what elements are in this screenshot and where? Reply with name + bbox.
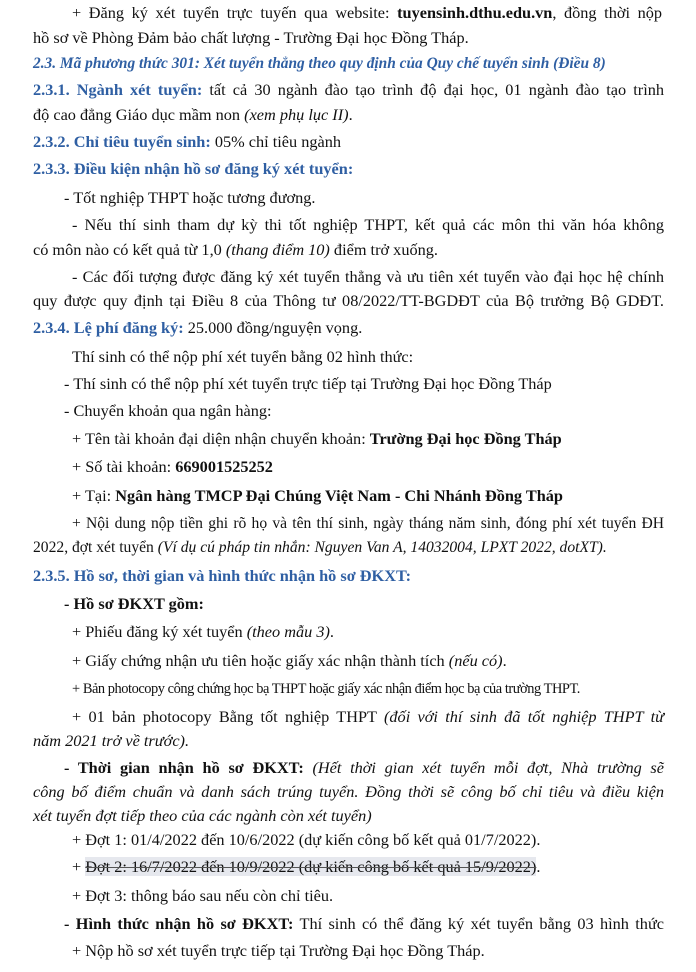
text: - Nếu thí sinh tham dự kỳ thi tốt nghiệp THPT, kết quả các môn thi văn hóa không xyxy=(72,215,664,234)
text: - Hồ sơ ĐKXT gồm: xyxy=(64,594,204,613)
subheading: 2.3.2. Chỉ tiêu tuyển sinh: xyxy=(33,132,211,151)
list-item xyxy=(72,651,696,671)
text: có môn nào có kết quả từ 1,0 xyxy=(33,240,226,259)
sub-heading xyxy=(64,594,696,614)
text: (xem phụ lục II) xyxy=(244,105,349,124)
text: + Đợt 1: 01/4/2022 đến 10/6/2022 (dự kiến công bố kết quả 01/7/2022). xyxy=(72,830,541,849)
text: (đối với thí sinh đã tốt nghiệp THPT từ xyxy=(384,707,665,726)
text: + Nộp hồ sơ xét tuyển trực tiếp tại Trường Đại học Đồng Tháp. xyxy=(72,941,485,960)
text: - Tốt nghiệp THPT hoặc tương đương. xyxy=(64,188,316,207)
bank-name: Ngân hàng TMCP Đại Chúng Việt Nam - Chi Nhánh Đồng Tháp xyxy=(115,486,563,505)
text: . xyxy=(329,622,334,641)
text-line xyxy=(33,538,696,558)
text: 2022, đợt xét tuyển xyxy=(33,539,158,556)
text-line xyxy=(64,401,696,421)
text-line xyxy=(64,374,696,394)
round-1-item xyxy=(72,830,696,850)
time-heading-line xyxy=(64,758,664,778)
text: 25.000 đồng/nguyện vọng. xyxy=(183,318,363,337)
subheading: 2.3.5. Hồ sơ, thời gian và hình thức nhận hồ sơ ĐKXT: xyxy=(33,566,412,585)
text-line xyxy=(72,215,664,235)
text: + Nội dung nộp tiền ghi rõ họ và tên thí sinh, ngày tháng năm sinh, đóng phí xét tuyển ĐH xyxy=(72,515,664,532)
text-line xyxy=(72,347,696,367)
heading-text: 2.3. Mã phương thức 301: Xét tuyển thẳng theo quy định của Quy chế tuyển sinh (Điều 8) xyxy=(33,55,606,72)
text: - Các đối tượng được đăng ký xét tuyển thẳng và ưu tiên xét tuyển vào đại học hệ chính xyxy=(72,267,664,286)
text: (theo mẫu 3) xyxy=(246,622,330,641)
text: xét tuyển đợt tiếp theo của các ngành còn xét tuyển) xyxy=(33,806,372,825)
text-line xyxy=(33,731,696,751)
text-line xyxy=(64,188,696,208)
text: tất cả 30 ngành đào tạo trình độ đại học, 01 ngành đào tạo trình xyxy=(202,80,665,99)
website-link[interactable]: tuyensinh.dthu.edu.vn xyxy=(397,3,553,22)
section-2-3-1 xyxy=(33,80,664,100)
section-2-3-3 xyxy=(33,159,696,179)
text-line xyxy=(72,267,664,287)
text: (nếu có) xyxy=(448,651,503,670)
bank-line xyxy=(72,486,696,506)
subheading: 2.3.4. Lệ phí đăng ký: xyxy=(33,318,184,337)
text: + Bản photocopy công chứng học bạ THPT hoặc giấy xác nhận điểm học bạ của trường THPT. xyxy=(72,681,580,697)
text: + xyxy=(72,857,86,876)
text: . xyxy=(502,651,507,670)
text: . xyxy=(348,105,353,124)
text: hồ sơ về Phòng Đảm bảo chất lượng - Trường Đại học Đồng Tháp. xyxy=(33,28,469,47)
list-item xyxy=(72,707,664,727)
text: + Tên tài khoản đại diện nhận chuyển khoản: xyxy=(72,429,370,448)
text-line xyxy=(33,806,696,826)
text-line xyxy=(33,240,696,260)
text: Thí sinh có thể nộp phí xét tuyển bằng 02 hình thức: xyxy=(72,347,414,366)
round-2-item xyxy=(72,857,696,877)
text: + Giấy chứng nhận ưu tiên hoặc giấy xác nhận thành tích xyxy=(72,651,449,670)
text: + Đợt 3: thông báo sau nếu còn chỉ tiêu. xyxy=(72,886,334,905)
text: 05% chỉ tiêu ngành xyxy=(210,132,341,151)
text: . xyxy=(536,857,541,876)
text: quy được quy định tại Điều 8 của Thông tư 08/2022/TT-BGDĐT của Bộ trưởng Bộ GDĐT. xyxy=(33,291,664,310)
sub-heading: - Hình thức nhận hồ sơ ĐKXT: xyxy=(64,914,294,933)
account-number-line xyxy=(72,457,696,477)
text: + Phiếu đăng ký xét tuyển xyxy=(72,622,247,641)
section-heading-2-3 xyxy=(33,54,696,74)
text: năm 2021 trở về trước). xyxy=(33,731,190,750)
text: - Thí sinh có thể nộp phí xét tuyển trực tiếp tại Trường Đại học Đồng Tháp xyxy=(64,374,552,393)
text: + 01 bản photocopy Bằng tốt nghiệp THPT xyxy=(72,707,384,726)
list-item xyxy=(72,941,696,961)
list-item xyxy=(72,679,696,699)
section-2-3-2 xyxy=(33,132,696,152)
text: - Chuyển khoản qua ngân hàng: xyxy=(64,401,272,420)
text: (Ví dụ cú pháp tin nhắn: Nguyen Van A, 14032004, LPXT 2022, dotXT). xyxy=(157,539,607,556)
text: điểm trở xuống. xyxy=(329,240,438,259)
text: Thí sinh có thể đăng ký xét tuyển bằng 03 hình thức xyxy=(293,914,665,933)
sub-heading: - Thời gian nhận hồ sơ ĐKXT: xyxy=(64,758,304,777)
text-line xyxy=(33,28,696,48)
text: công bố điểm chuẩn và danh sách trúng tuyển. Đồng thời sẽ công bố chỉ tiêu và điều kiện xyxy=(33,782,664,801)
text: (Hết thời gian xét tuyển mỗi đợt, Nhà trường sẽ xyxy=(303,758,664,777)
account-name-line xyxy=(72,429,696,449)
text: + Số tài khoản: xyxy=(72,457,176,476)
list-item xyxy=(72,622,696,642)
subheading: 2.3.1. Ngành xét tuyển: xyxy=(33,80,203,99)
account-name: Trường Đại học Đồng Tháp xyxy=(369,429,562,448)
text-line xyxy=(33,105,696,125)
account-number: 669001525252 xyxy=(175,457,273,476)
section-2-3-4 xyxy=(33,318,696,338)
text-line xyxy=(72,514,664,534)
text-line xyxy=(33,291,664,311)
subheading: 2.3.3. Điều kiện nhận hồ sơ đăng ký xét tuyển: xyxy=(33,159,354,178)
highlighted-text: Đợt 2: 16/7/2022 đến 10/9/2022 (dự kiến công bố kết quả 15/9/2022) xyxy=(85,857,537,876)
text: (thang điểm 10) xyxy=(225,240,330,259)
text: , đồng thời nộp xyxy=(552,3,662,22)
method-line xyxy=(64,914,664,934)
text: độ cao đẳng Giáo dục mầm non xyxy=(33,105,245,124)
website-line xyxy=(0,3,662,23)
round-3-item xyxy=(72,886,696,906)
text: + Đăng ký xét tuyển trực tuyến qua website: xyxy=(72,3,398,22)
section-2-3-5 xyxy=(33,566,696,586)
text-line xyxy=(33,782,664,802)
text: + Tại: xyxy=(72,486,116,505)
